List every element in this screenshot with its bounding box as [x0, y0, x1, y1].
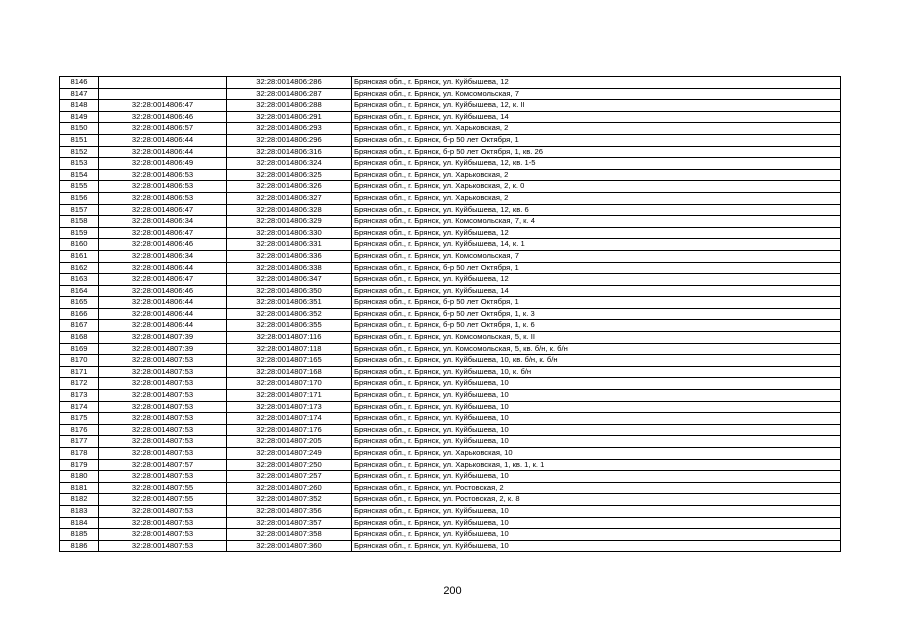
parent-cadastral-number-cell: 32:28:0014806:57 [99, 123, 227, 135]
address-cell: Брянская обл., г. Брянск, ул. Куйбышева, 10 [352, 505, 841, 517]
parent-cadastral-number-cell: 32:28:0014806:53 [99, 169, 227, 181]
address-cell: Брянская обл., г. Брянск, ул. Куйбышева, 10 [352, 401, 841, 413]
parent-cadastral-number-cell: 32:28:0014807:53 [99, 517, 227, 529]
table-row [60, 529, 841, 541]
parent-cadastral-number-cell: 32:28:0014806:47 [99, 227, 227, 239]
table-row [60, 390, 841, 402]
table-row [60, 424, 841, 436]
table-row [60, 192, 841, 204]
parent-cadastral-number-cell: 32:28:0014807:57 [99, 459, 227, 471]
address-cell: Брянская обл., г. Брянск, б-р 50 лет Октября, 1 [352, 262, 841, 274]
address-cell: Брянская обл., г. Брянск, ул. Куйбышева, 10 [352, 471, 841, 483]
cadastral-number-cell: 32:28:0014807:249 [227, 448, 352, 460]
address-cell: Брянская обл., г. Брянск, ул. Комсомольская, 7 [352, 250, 841, 262]
parent-cadastral-number-cell: 32:28:0014806:53 [99, 181, 227, 193]
address-cell: Брянская обл., г. Брянск, ул. Куйбышева, 12, кв. 6 [352, 204, 841, 216]
parent-cadastral-number-cell: 32:28:0014807:53 [99, 378, 227, 390]
table-row [60, 448, 841, 460]
table-row [60, 111, 841, 123]
row-number-cell: 8148 [60, 100, 99, 112]
cadastral-number-cell: 32:28:0014807:176 [227, 424, 352, 436]
row-number-cell: 8173 [60, 390, 99, 402]
row-number-cell: 8167 [60, 320, 99, 332]
parent-cadastral-number-cell: 32:28:0014807:53 [99, 540, 227, 552]
address-cell: Брянская обл., г. Брянск, ул. Куйбышева, 12, к. II [352, 100, 841, 112]
address-cell: Брянская обл., г. Брянск, ул. Куйбышева, 10 [352, 529, 841, 541]
table-row [60, 88, 841, 100]
address-cell: Брянская обл., г. Брянск, ул. Куйбышева, 12 [352, 227, 841, 239]
table-row [60, 471, 841, 483]
cadastral-number-cell: 32:28:0014806:327 [227, 192, 352, 204]
cadastral-number-cell: 32:28:0014806:291 [227, 111, 352, 123]
row-number-cell: 8158 [60, 216, 99, 228]
address-cell: Брянская обл., г. Брянск, ул. Харьковская, 10 [352, 448, 841, 460]
address-cell: Брянская обл., г. Брянск, ул. Куйбышева, 10 [352, 424, 841, 436]
parent-cadastral-number-cell: 32:28:0014806:47 [99, 274, 227, 286]
address-cell: Брянская обл., г. Брянск, ул. Комсомольская, 7, к. 4 [352, 216, 841, 228]
table-row [60, 482, 841, 494]
row-number-cell: 8170 [60, 355, 99, 367]
table-row [60, 343, 841, 355]
address-cell: Брянская обл., г. Брянск, б-р 50 лет Октября, 1, к. 6 [352, 320, 841, 332]
row-number-cell: 8166 [60, 308, 99, 320]
table-row [60, 366, 841, 378]
table-row [60, 227, 841, 239]
parent-cadastral-number-cell [99, 77, 227, 89]
cadastral-number-cell: 32:28:0014806:325 [227, 169, 352, 181]
row-number-cell: 8164 [60, 285, 99, 297]
table-row [60, 216, 841, 228]
parent-cadastral-number-cell: 32:28:0014806:49 [99, 158, 227, 170]
row-number-cell: 8165 [60, 297, 99, 309]
parent-cadastral-number-cell: 32:28:0014806:44 [99, 308, 227, 320]
row-number-cell: 8179 [60, 459, 99, 471]
table-row [60, 308, 841, 320]
cadastral-number-cell: 32:28:0014806:316 [227, 146, 352, 158]
table-row [60, 262, 841, 274]
address-cell: Брянская обл., г. Брянск, ул. Харьковская, 2, к. 0 [352, 181, 841, 193]
parent-cadastral-number-cell: 32:28:0014806:44 [99, 134, 227, 146]
parent-cadastral-number-cell: 32:28:0014807:39 [99, 332, 227, 344]
cadastral-number-cell: 32:28:0014807:116 [227, 332, 352, 344]
table-row [60, 401, 841, 413]
row-number-cell: 8155 [60, 181, 99, 193]
table-row [60, 158, 841, 170]
row-number-cell: 8159 [60, 227, 99, 239]
table-row [60, 517, 841, 529]
cadastral-table-body [60, 77, 841, 552]
row-number-cell: 8152 [60, 146, 99, 158]
address-cell: Брянская обл., г. Брянск, ул. Ростовская, 2, к. 8 [352, 494, 841, 506]
cadastral-number-cell: 32:28:0014807:171 [227, 390, 352, 402]
table-row [60, 274, 841, 286]
address-cell: Брянская обл., г. Брянск, б-р 50 лет Октября, 1, к. 3 [352, 308, 841, 320]
cadastral-number-cell: 32:28:0014806:350 [227, 285, 352, 297]
row-number-cell: 8186 [60, 540, 99, 552]
parent-cadastral-number-cell [99, 88, 227, 100]
table-row [60, 100, 841, 112]
cadastral-number-cell: 32:28:0014807:170 [227, 378, 352, 390]
address-cell: Брянская обл., г. Брянск, ул. Комсомольская, 5, к. II [352, 332, 841, 344]
table-row [60, 204, 841, 216]
address-cell: Брянская обл., г. Брянск, ул. Куйбышева, 10 [352, 390, 841, 402]
parent-cadastral-number-cell: 32:28:0014807:53 [99, 366, 227, 378]
cadastral-number-cell: 32:28:0014806:352 [227, 308, 352, 320]
parent-cadastral-number-cell: 32:28:0014807:53 [99, 529, 227, 541]
parent-cadastral-number-cell: 32:28:0014807:53 [99, 390, 227, 402]
address-cell: Брянская обл., г. Брянск, ул. Куйбышева, 12 [352, 274, 841, 286]
row-number-cell: 8161 [60, 250, 99, 262]
row-number-cell: 8172 [60, 378, 99, 390]
row-number-cell: 8182 [60, 494, 99, 506]
cadastral-number-cell: 32:28:0014807:358 [227, 529, 352, 541]
page-number: 200 [443, 585, 462, 597]
cadastral-number-cell: 32:28:0014806:324 [227, 158, 352, 170]
parent-cadastral-number-cell: 32:28:0014807:53 [99, 505, 227, 517]
cadastral-number-cell: 32:28:0014806:351 [227, 297, 352, 309]
row-number-cell: 8184 [60, 517, 99, 529]
table-row [60, 355, 841, 367]
parent-cadastral-number-cell: 32:28:0014806:44 [99, 320, 227, 332]
parent-cadastral-number-cell: 32:28:0014807:53 [99, 436, 227, 448]
cadastral-number-cell: 32:28:0014806:331 [227, 239, 352, 251]
cadastral-number-cell: 32:28:0014806:287 [227, 88, 352, 100]
table-row [60, 494, 841, 506]
table-row [60, 250, 841, 262]
row-number-cell: 8177 [60, 436, 99, 448]
table-row [60, 169, 841, 181]
address-cell: Брянская обл., г. Брянск, ул. Куйбышева, 10 [352, 436, 841, 448]
row-number-cell: 8169 [60, 343, 99, 355]
table-row [60, 285, 841, 297]
address-cell: Брянская обл., г. Брянск, ул. Куйбышева, 12, кв. 1-5 [352, 158, 841, 170]
address-cell: Брянская обл., г. Брянск, ул. Харьковская, 2 [352, 169, 841, 181]
address-cell: Брянская обл., г. Брянск, ул. Куйбышева, 14 [352, 285, 841, 297]
table-row [60, 540, 841, 552]
address-cell: Брянская обл., г. Брянск, б-р 50 лет Октября, 1, кв. 26 [352, 146, 841, 158]
cadastral-number-cell: 32:28:0014806:347 [227, 274, 352, 286]
table-row [60, 297, 841, 309]
cadastral-number-cell: 32:28:0014806:288 [227, 100, 352, 112]
parent-cadastral-number-cell: 32:28:0014807:39 [99, 343, 227, 355]
row-number-cell: 8151 [60, 134, 99, 146]
row-number-cell: 8154 [60, 169, 99, 181]
row-number-cell: 8180 [60, 471, 99, 483]
parent-cadastral-number-cell: 32:28:0014806:44 [99, 297, 227, 309]
cadastral-number-cell: 32:28:0014807:173 [227, 401, 352, 413]
table-row [60, 413, 841, 425]
parent-cadastral-number-cell: 32:28:0014807:53 [99, 471, 227, 483]
row-number-cell: 8176 [60, 424, 99, 436]
address-cell: Брянская обл., г. Брянск, ул. Куйбышева, 14, к. 1 [352, 239, 841, 251]
parent-cadastral-number-cell: 32:28:0014807:53 [99, 355, 227, 367]
parent-cadastral-number-cell: 32:28:0014807:53 [99, 413, 227, 425]
address-cell: Брянская обл., г. Брянск, ул. Комсомольская, 5, кв. б/н, к. б/н [352, 343, 841, 355]
cadastral-number-cell: 32:28:0014806:286 [227, 77, 352, 89]
address-cell: Брянская обл., г. Брянск, ул. Куйбышева, 10 [352, 378, 841, 390]
cadastral-number-cell: 32:28:0014806:355 [227, 320, 352, 332]
cadastral-number-cell: 32:28:0014807:360 [227, 540, 352, 552]
cadastral-number-cell: 32:28:0014806:329 [227, 216, 352, 228]
cadastral-number-cell: 32:28:0014806:336 [227, 250, 352, 262]
cadastral-number-cell: 32:28:0014806:293 [227, 123, 352, 135]
cadastral-number-cell: 32:28:0014807:168 [227, 366, 352, 378]
row-number-cell: 8185 [60, 529, 99, 541]
row-number-cell: 8181 [60, 482, 99, 494]
cadastral-number-cell: 32:28:0014807:260 [227, 482, 352, 494]
parent-cadastral-number-cell: 32:28:0014806:53 [99, 192, 227, 204]
cadastral-number-cell: 32:28:0014807:357 [227, 517, 352, 529]
cadastral-number-cell: 32:28:0014807:118 [227, 343, 352, 355]
parent-cadastral-number-cell: 32:28:0014806:46 [99, 111, 227, 123]
address-cell: Брянская обл., г. Брянск, ул. Куйбышева, 10, к. б/н [352, 366, 841, 378]
address-cell: Брянская обл., г. Брянск, ул. Куйбышева, 10 [352, 517, 841, 529]
table-row [60, 332, 841, 344]
parent-cadastral-number-cell: 32:28:0014806:44 [99, 262, 227, 274]
address-cell: Брянская обл., г. Брянск, б-р 50 лет Октября, 1 [352, 297, 841, 309]
table-row [60, 123, 841, 135]
table-row [60, 378, 841, 390]
address-cell: Брянская обл., г. Брянск, ул. Ростовская, 2 [352, 482, 841, 494]
table-row [60, 505, 841, 517]
parent-cadastral-number-cell: 32:28:0014807:55 [99, 494, 227, 506]
row-number-cell: 8174 [60, 401, 99, 413]
cadastral-number-cell: 32:28:0014807:174 [227, 413, 352, 425]
table-row [60, 146, 841, 158]
parent-cadastral-number-cell: 32:28:0014807:53 [99, 401, 227, 413]
cadastral-number-cell: 32:28:0014806:326 [227, 181, 352, 193]
cadastral-number-cell: 32:28:0014806:338 [227, 262, 352, 274]
address-cell: Брянская обл., г. Брянск, ул. Харьковская, 2 [352, 123, 841, 135]
parent-cadastral-number-cell: 32:28:0014807:53 [99, 448, 227, 460]
row-number-cell: 8171 [60, 366, 99, 378]
cadastral-number-cell: 32:28:0014807:250 [227, 459, 352, 471]
table-row [60, 459, 841, 471]
cadastral-number-cell: 32:28:0014807:356 [227, 505, 352, 517]
address-cell: Брянская обл., г. Брянск, ул. Комсомольская, 7 [352, 88, 841, 100]
cadastral-number-cell: 32:28:0014806:330 [227, 227, 352, 239]
table-row [60, 320, 841, 332]
parent-cadastral-number-cell: 32:28:0014806:46 [99, 239, 227, 251]
table-row [60, 436, 841, 448]
address-cell: Брянская обл., г. Брянск, б-р 50 лет Октября, 1 [352, 134, 841, 146]
table-row [60, 134, 841, 146]
address-cell: Брянская обл., г. Брянск, ул. Куйбышева, 12 [352, 77, 841, 89]
row-number-cell: 8150 [60, 123, 99, 135]
row-number-cell: 8146 [60, 77, 99, 89]
address-cell: Брянская обл., г. Брянск, ул. Куйбышева, 14 [352, 111, 841, 123]
parent-cadastral-number-cell: 32:28:0014807:53 [99, 424, 227, 436]
address-cell: Брянская обл., г. Брянск, ул. Куйбышева, 10 [352, 413, 841, 425]
address-cell: Брянская обл., г. Брянск, ул. Куйбышева, 10, кв. б/н, к. б/н [352, 355, 841, 367]
parent-cadastral-number-cell: 32:28:0014806:34 [99, 216, 227, 228]
parent-cadastral-number-cell: 32:28:0014807:55 [99, 482, 227, 494]
row-number-cell: 8149 [60, 111, 99, 123]
table-row [60, 77, 841, 89]
cadastral-number-cell: 32:28:0014807:165 [227, 355, 352, 367]
cadastral-number-cell: 32:28:0014807:257 [227, 471, 352, 483]
cadastral-table [59, 76, 841, 552]
row-number-cell: 8163 [60, 274, 99, 286]
row-number-cell: 8160 [60, 239, 99, 251]
row-number-cell: 8157 [60, 204, 99, 216]
address-cell: Брянская обл., г. Брянск, ул. Харьковская, 1, кв. 1, к. 1 [352, 459, 841, 471]
cadastral-number-cell: 32:28:0014806:328 [227, 204, 352, 216]
parent-cadastral-number-cell: 32:28:0014806:44 [99, 146, 227, 158]
row-number-cell: 8175 [60, 413, 99, 425]
row-number-cell: 8183 [60, 505, 99, 517]
row-number-cell: 8156 [60, 192, 99, 204]
address-cell: Брянская обл., г. Брянск, ул. Харьковская, 2 [352, 192, 841, 204]
row-number-cell: 8153 [60, 158, 99, 170]
address-cell: Брянская обл., г. Брянск, ул. Куйбышева, 10 [352, 540, 841, 552]
table-row [60, 181, 841, 193]
cadastral-number-cell: 32:28:0014807:352 [227, 494, 352, 506]
cadastral-number-cell: 32:28:0014807:205 [227, 436, 352, 448]
parent-cadastral-number-cell: 32:28:0014806:47 [99, 100, 227, 112]
row-number-cell: 8178 [60, 448, 99, 460]
parent-cadastral-number-cell: 32:28:0014806:46 [99, 285, 227, 297]
row-number-cell: 8168 [60, 332, 99, 344]
table-row [60, 239, 841, 251]
row-number-cell: 8147 [60, 88, 99, 100]
parent-cadastral-number-cell: 32:28:0014806:47 [99, 204, 227, 216]
parent-cadastral-number-cell: 32:28:0014806:34 [99, 250, 227, 262]
row-number-cell: 8162 [60, 262, 99, 274]
cadastral-number-cell: 32:28:0014806:296 [227, 134, 352, 146]
